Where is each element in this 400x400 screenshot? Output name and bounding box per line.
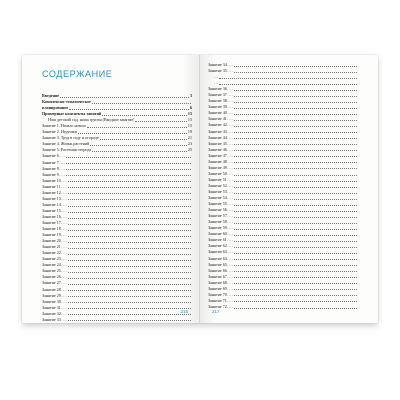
toc-entry-page: 6 xyxy=(189,105,192,111)
dot-leader xyxy=(234,126,357,127)
toc-entry-title: Занятие 10. … xyxy=(42,177,67,183)
left-page xyxy=(22,55,200,323)
dot-leader xyxy=(68,308,191,309)
toc-entry-title: Занятие 52. … xyxy=(208,182,233,188)
toc-entry-title: Занятие 35. … xyxy=(208,68,233,74)
toc-entry-title: Занятие 20. … xyxy=(42,238,67,244)
dot-leader xyxy=(135,121,186,122)
toc-entry-title: Занятие 41. … xyxy=(208,116,233,122)
toc-entry-title: Занятие 18. … xyxy=(42,226,67,232)
toc-entry-page: 25 xyxy=(187,147,192,153)
toc-entry-title: Введение xyxy=(42,93,60,98)
toc-entry-title: Занятие 54. … xyxy=(208,195,233,201)
toc-entry-title: Занятие 11. … xyxy=(42,183,67,189)
dot-leader xyxy=(234,241,357,242)
toc-entry-title: Занятие 8. … xyxy=(42,165,65,171)
dot-leader xyxy=(60,97,189,98)
toc-entry-title: Занятие 48. … xyxy=(208,158,233,164)
toc-entry-title: Занятие 43. … xyxy=(208,128,233,134)
dot-leader xyxy=(68,193,191,194)
toc-entry-title: Занятие 33. … xyxy=(42,316,67,322)
dot-leader xyxy=(66,175,191,176)
dot-leader xyxy=(234,265,357,266)
dot-leader xyxy=(234,102,357,103)
dot-leader xyxy=(234,144,357,145)
toc-entry-title: Занятие 21. … xyxy=(42,244,67,250)
dot-leader xyxy=(234,247,357,248)
toc-entry-page: 15 xyxy=(187,111,192,117)
dot-leader xyxy=(234,295,357,296)
dot-leader xyxy=(68,199,191,200)
dot-leader xyxy=(234,308,357,309)
toc-entry-title: Занятие 72. … xyxy=(208,303,233,309)
toc-entry-title: Занятие 55. … xyxy=(208,201,233,207)
toc-entry-title: Занятие 12. … xyxy=(42,189,67,195)
toc-entry-title: Занятие 13. … xyxy=(42,195,67,201)
dot-leader xyxy=(100,139,187,140)
dot-leader xyxy=(234,211,357,212)
toc-entry-title: … xyxy=(214,80,219,86)
toc-entry-title: Занятие 68. … xyxy=(208,279,233,285)
dot-leader xyxy=(234,277,357,278)
toc-entry-list-left xyxy=(42,93,192,323)
toc-entry-title: Занятие 47. … xyxy=(208,152,233,158)
page-number-left: 215 xyxy=(180,309,188,314)
dot-leader xyxy=(68,224,191,225)
toc-entry-title: Занятие 7. … xyxy=(42,159,65,165)
toc-entry-title: Занятие 4. Жизнь растений xyxy=(42,141,90,147)
dot-leader xyxy=(234,229,357,230)
dot-leader xyxy=(66,163,191,164)
open-book-spread xyxy=(22,55,378,323)
dot-leader xyxy=(234,181,357,182)
toc-entry-title: Занятие 31. … xyxy=(42,304,67,310)
toc-entry-title: Занятие 38. … xyxy=(208,98,233,104)
toc-entry-title: Занятие 32. … xyxy=(42,310,67,316)
toc-entry-title: Занятие 17. … xyxy=(42,219,67,225)
toc-entry-title: Занятие 50. … xyxy=(208,170,233,176)
dot-leader xyxy=(234,193,357,194)
dot-leader xyxy=(234,132,357,133)
dot-leader xyxy=(68,236,191,237)
dot-leader xyxy=(219,84,357,85)
toc-entry-title: Занятие 67. … xyxy=(208,273,233,279)
toc-entry-title: Занятие 29. … xyxy=(42,292,67,298)
dot-leader xyxy=(234,156,357,157)
dot-leader xyxy=(68,302,191,303)
dot-leader xyxy=(68,290,191,291)
toc-entry-title: Занятие 19. … xyxy=(42,232,67,238)
dot-leader xyxy=(234,199,357,200)
toc-entry-list-right xyxy=(208,62,358,310)
toc-entry-title: Занятие 23. … xyxy=(42,256,67,262)
toc-entry-title: Занятие 6. … xyxy=(42,153,65,159)
toc-heading: СОДЕРЖАНИЕ xyxy=(42,69,113,79)
dot-leader xyxy=(234,235,357,236)
toc-entry-title: Занятие 63. … xyxy=(208,249,233,255)
dot-leader xyxy=(69,109,189,110)
toc-entry-title: планирование xyxy=(42,105,69,111)
toc-entry-title: Занятие 34. … xyxy=(208,62,233,67)
dot-leader xyxy=(68,272,191,273)
toc-entry-title: Комплексно-тематическое xyxy=(42,99,91,105)
toc-entry-title: Занятие 53. … xyxy=(208,188,233,194)
dot-leader xyxy=(68,254,191,255)
toc-entry-title: Занятие 65. … xyxy=(208,261,233,267)
toc-entry-title: Занятие 45. … xyxy=(208,140,233,146)
dot-leader xyxy=(234,72,357,73)
toc-entry-page: 23 xyxy=(187,141,192,147)
dot-leader xyxy=(66,169,191,170)
dot-leader xyxy=(234,271,357,272)
dot-leader xyxy=(234,108,357,109)
dot-leader xyxy=(90,145,187,146)
toc-entry-page: 21 xyxy=(187,135,192,141)
dot-leader xyxy=(87,127,187,128)
dot-leader xyxy=(234,114,357,115)
toc-entry-title: Занятие 58. … xyxy=(208,219,233,225)
toc-entry-title: Занятие 44. … xyxy=(208,134,233,140)
dot-leader xyxy=(234,205,357,206)
toc-entry-title: Занятие 5. Растения огорода xyxy=(42,147,92,153)
toc-entry-title: Занятие 62. … xyxy=(208,243,233,249)
dot-leader xyxy=(68,242,191,243)
toc-entry-title: Занятие 49. … xyxy=(208,164,233,170)
dot-leader xyxy=(68,230,191,231)
toc-entry-title: Занятие 24. … xyxy=(42,262,67,268)
toc-entry-title: Занятие 69. … xyxy=(208,285,233,291)
dot-leader xyxy=(68,260,191,261)
dot-leader xyxy=(68,314,191,315)
toc-entry-page: 19 xyxy=(187,129,192,135)
dot-leader xyxy=(234,301,357,302)
toc-entry-title: Занятие 26. … xyxy=(42,274,67,280)
toc-entry-title: Занятие 16. … xyxy=(42,213,67,219)
dot-leader xyxy=(234,217,357,218)
toc-entry-title: Занятие 14. … xyxy=(42,201,67,207)
toc-entry-title: Наш детский сад, наша группа (Вводное занятие) xyxy=(48,117,135,123)
toc-entry-title: Занятие 9. … xyxy=(42,171,65,177)
toc-entry-title: Занятие 15. … xyxy=(42,207,67,213)
toc-entry-title: Занятие 71. … xyxy=(208,297,233,303)
toc-entry-page: 15 xyxy=(187,117,192,123)
dot-leader xyxy=(92,103,191,104)
dot-leader xyxy=(234,120,357,121)
toc-entry-title: … xyxy=(214,74,219,80)
toc-entry-title: Занятие 37. … xyxy=(208,92,233,98)
dot-leader xyxy=(68,218,191,219)
dot-leader xyxy=(234,90,357,91)
dot-leader xyxy=(68,284,191,285)
dot-leader xyxy=(68,212,191,213)
toc-entry-page: 15 xyxy=(187,123,192,129)
dot-leader xyxy=(92,151,187,152)
toc-entry-title: Занятие 2. Игрушки xyxy=(42,129,77,135)
toc-entry-title: Занятие 30. … xyxy=(42,298,67,304)
toc-entry-title: Занятие 40. … xyxy=(208,110,233,116)
toc-entry xyxy=(208,304,358,310)
dot-leader xyxy=(234,175,357,176)
dot-leader xyxy=(234,150,357,151)
toc-entry-title: Занятие 3. Труд в саду и огороде xyxy=(42,135,99,141)
toc-entry-title: Занятие 51. … xyxy=(208,176,233,182)
dot-leader xyxy=(234,253,357,254)
toc-entry-title: Занятие 64. … xyxy=(208,255,233,261)
dot-leader xyxy=(68,248,191,249)
dot-leader xyxy=(68,187,191,188)
dot-leader xyxy=(234,138,357,139)
page-number-right: 217 xyxy=(212,309,220,314)
toc-entry-title: Занятие 36. … xyxy=(208,86,233,92)
dot-leader xyxy=(68,266,191,267)
dot-leader xyxy=(68,206,191,207)
toc-entry-title: Занятие 46. … xyxy=(208,146,233,152)
dot-leader xyxy=(234,96,357,97)
dot-leader xyxy=(234,223,357,224)
dot-leader xyxy=(68,296,191,297)
dot-leader xyxy=(234,259,357,260)
toc-entry-title: Занятие 57. … xyxy=(208,213,233,219)
dot-leader xyxy=(219,78,357,79)
toc-entry-title: Примерные конспекты занятий xyxy=(42,111,102,117)
dot-leader xyxy=(234,283,357,284)
dot-leader xyxy=(68,181,191,182)
dot-leader xyxy=(102,115,187,116)
dot-leader xyxy=(234,168,357,169)
toc-entry-title: Занятие 66. … xyxy=(208,267,233,273)
toc-entry-title: Занятие 25. … xyxy=(42,268,67,274)
toc-entry xyxy=(42,317,192,323)
dot-leader xyxy=(78,133,187,134)
toc-entry-title: Занятие 61. … xyxy=(208,237,233,243)
dot-leader xyxy=(234,187,357,188)
dot-leader xyxy=(66,157,191,158)
toc-entry-title: Занятие 27. … xyxy=(42,280,67,286)
right-page xyxy=(200,55,378,323)
dot-leader xyxy=(234,162,357,163)
toc-entry-title: Занятие 59. … xyxy=(208,225,233,231)
toc-entry-title: Занятие 28. … xyxy=(42,286,67,292)
dot-leader xyxy=(234,289,357,290)
dot-leader xyxy=(68,278,191,279)
toc-entry-title: Занятие 39. … xyxy=(208,104,233,110)
toc-entry-title: Занятие 22. … xyxy=(42,250,67,256)
toc-entry-title: Занятие 56. … xyxy=(208,207,233,213)
toc-entry-title: Занятие 1. Начало нового xyxy=(42,123,87,129)
toc-entry-title: Занятие 42. … xyxy=(208,122,233,128)
toc-entry-title: Занятие 70. … xyxy=(208,291,233,297)
dot-leader xyxy=(234,66,357,67)
toc-entry-title: Занятие 60. … xyxy=(208,231,233,237)
dot-leader xyxy=(68,320,191,321)
toc-entry-page: 3 xyxy=(189,93,192,98)
